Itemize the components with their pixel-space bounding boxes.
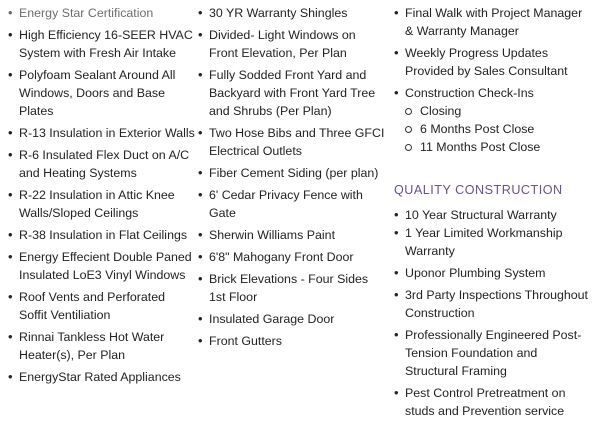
service-features-column: [392, 4, 590, 424]
list-item: • EnergyStar Rated Appliances: [6, 368, 196, 386]
list-item: • Energy Star Certification: [6, 4, 196, 22]
list-item: • Front Gutters: [196, 332, 388, 350]
list-item: • Professionally Engineered Post-Tension Foundation and Structural Framing: [392, 326, 590, 380]
list-item: • Two Hose Bibs and Three GFCI Electrical Outlets: [196, 124, 388, 160]
list-item: • Weekly Progress Updates Provided by Sales Consultant: [392, 44, 590, 80]
list-item: • 30 YR Warranty Shingles: [196, 4, 388, 22]
exterior-features-list: [196, 4, 388, 350]
list-item: • 10 Year Structural Warranty: [392, 206, 590, 224]
checkin-sublist: [392, 102, 590, 156]
energy-features-list: [6, 4, 196, 386]
list-item: • Pest Control Pretreatment on studs and Prevention service: [392, 384, 590, 420]
list-item: • Roof Vents and Perforated Soffit Ventiliation: [6, 288, 196, 324]
checkin-item: 11 Months Post Close: [392, 138, 590, 156]
list-item: • Sherwin Williams Paint: [196, 226, 388, 244]
list-item: • Uponor Plumbing System: [392, 264, 590, 282]
list-item: • Final Walk with Project Manager & Warranty Manager: [392, 4, 590, 40]
list-item: • 3rd Party Inspections Throughout Construction: [392, 286, 590, 322]
list-item: • R-38 Insulation in Flat Ceilings: [6, 226, 196, 244]
list-item: • R-13 Insulation in Exterior Walls: [6, 124, 196, 142]
service-features-list: [392, 4, 590, 102]
list-item: • Fully Sodded Front Yard and Backyard with Front Yard Tree and Shrubs (Per Plan): [196, 66, 388, 120]
list-item: • 6'8" Mahogany Front Door: [196, 248, 388, 266]
quality-construction-list: [392, 206, 590, 420]
list-item: • High Efficiency 16-SEER HVAC System with Fresh Air Intake: [6, 26, 196, 62]
list-item: • Fiber Cement Siding (per plan): [196, 164, 388, 182]
list-item: • Divided- Light Windows on Front Elevation, Per Plan: [196, 26, 388, 62]
checkin-item: Closing: [392, 102, 590, 120]
list-item: • Energy Effecient Double Paned Insulated LoE3 Vinyl Windows: [6, 248, 196, 284]
checkin-item: 6 Months Post Close: [392, 120, 590, 138]
list-item: • Rinnai Tankless Hot Water Heater(s), Per Plan: [6, 328, 196, 364]
list-item: • R-22 Insulation in Attic Knee Walls/Sloped Ceilings: [6, 186, 196, 222]
exterior-features-column: [196, 4, 388, 354]
list-item: • 1 Year Limited Workmanship Warranty: [392, 224, 590, 260]
list-item: • 6' Cedar Privacy Fence with Gate: [196, 186, 388, 222]
list-item: • R-6 Insulated Flex Duct on A/C and Heating Systems: [6, 146, 196, 182]
energy-features-column: [6, 4, 196, 390]
list-item: • Brick Elevations - Four Sides 1st Floor: [196, 270, 388, 306]
section-heading: QUALITY CONSTRUCTION: [394, 183, 563, 197]
list-item: • Insulated Garage Door: [196, 310, 388, 328]
list-item: • Polyfoam Sealant Around All Windows, Doors and Base Plates: [6, 66, 196, 120]
list-item: • Construction Check-Ins: [392, 84, 590, 102]
